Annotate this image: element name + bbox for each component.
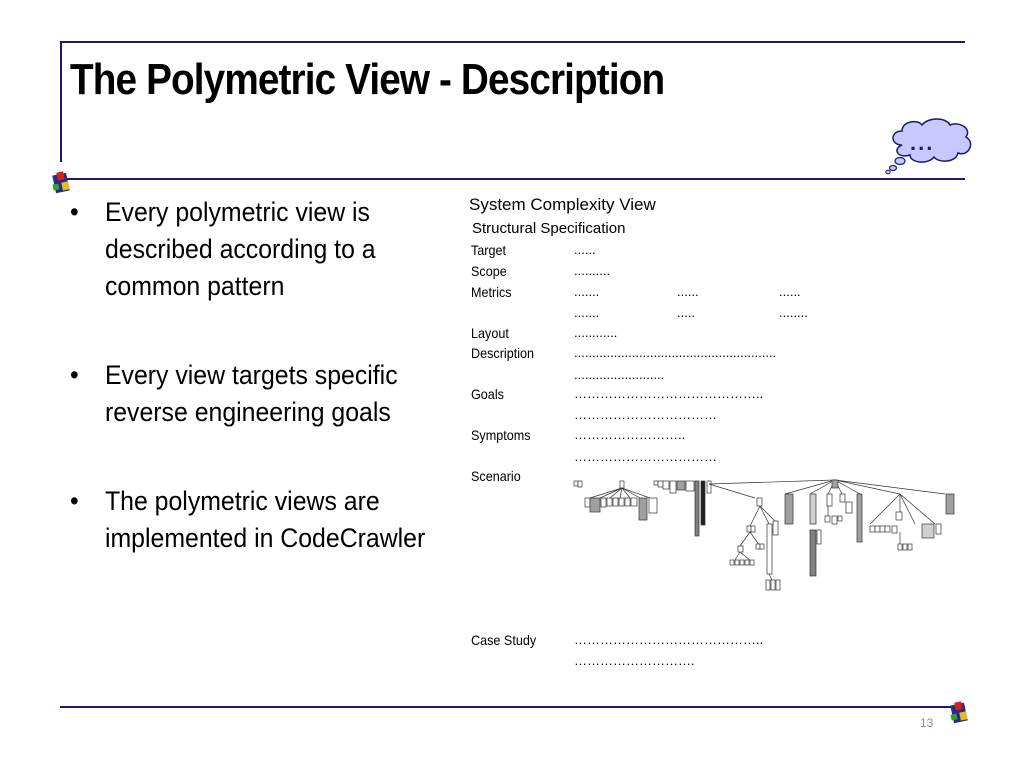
- description-value: ........................................................: [574, 345, 777, 360]
- case-study-value: ……………………………………..: [574, 632, 764, 647]
- scope-value: ..........: [574, 263, 611, 278]
- bullet-item: [70, 194, 464, 305]
- metrics-value: ......: [677, 284, 699, 299]
- bullet-marker: •: [70, 197, 79, 227]
- description-value: .........................: [574, 367, 665, 382]
- scenario-label: Scenario: [471, 468, 521, 484]
- layout-label: Layout: [471, 325, 509, 341]
- bullet-item: [70, 483, 464, 557]
- goals-value: ……………………………………..: [574, 386, 764, 401]
- symptoms-value: ……………………..: [574, 427, 686, 442]
- frame-left-line: [60, 41, 62, 162]
- bullet-text: Every polymetric view is described according to a common pattern: [104, 197, 376, 301]
- description-label: Description: [471, 345, 535, 361]
- codecrawler-logo-footer-icon: [948, 700, 972, 731]
- bullet-list: [70, 194, 430, 609]
- metrics-value: .....: [677, 305, 696, 320]
- bullet-text: Every view targets specific reverse engineering goals: [104, 360, 398, 427]
- title-divider-line: [60, 178, 965, 180]
- metrics-value: .......: [574, 284, 600, 299]
- target-value: ......: [574, 242, 596, 257]
- metrics-value: ......: [779, 284, 801, 299]
- page-number: 13: [920, 716, 934, 730]
- metrics-value: ........: [779, 305, 808, 320]
- spec-title: System Complexity View: [469, 195, 656, 214]
- bullet-item: [70, 357, 464, 431]
- bullet-marker: •: [70, 360, 79, 390]
- goals-value: ……………………………: [574, 407, 717, 422]
- frame-top-line: [60, 41, 965, 43]
- scope-label: Scope: [471, 263, 507, 279]
- thought-cloud-icon: [884, 117, 976, 182]
- system-complexity-diagram: [570, 476, 960, 606]
- cloud-text: ...: [910, 130, 935, 155]
- bullet-marker: •: [70, 486, 79, 516]
- case-study-label: Case Study: [471, 632, 537, 648]
- symptoms-value: ……………………………: [574, 449, 717, 464]
- metrics-label: Metrics: [471, 284, 512, 300]
- target-label: Target: [471, 242, 507, 258]
- layout-value: ............: [574, 325, 618, 340]
- case-study-value: ……………………….: [574, 653, 695, 668]
- footer-divider-line: [60, 706, 965, 708]
- slide-title: The Polymetric View - Description: [70, 55, 665, 104]
- spec-subtitle: Structural Specification: [472, 220, 626, 237]
- symptoms-label: Symptoms: [471, 427, 531, 443]
- metrics-value: .......: [574, 305, 600, 320]
- bullet-text: The polymetric views are implemented in CodeCrawler: [104, 486, 426, 553]
- goals-label: Goals: [471, 386, 504, 402]
